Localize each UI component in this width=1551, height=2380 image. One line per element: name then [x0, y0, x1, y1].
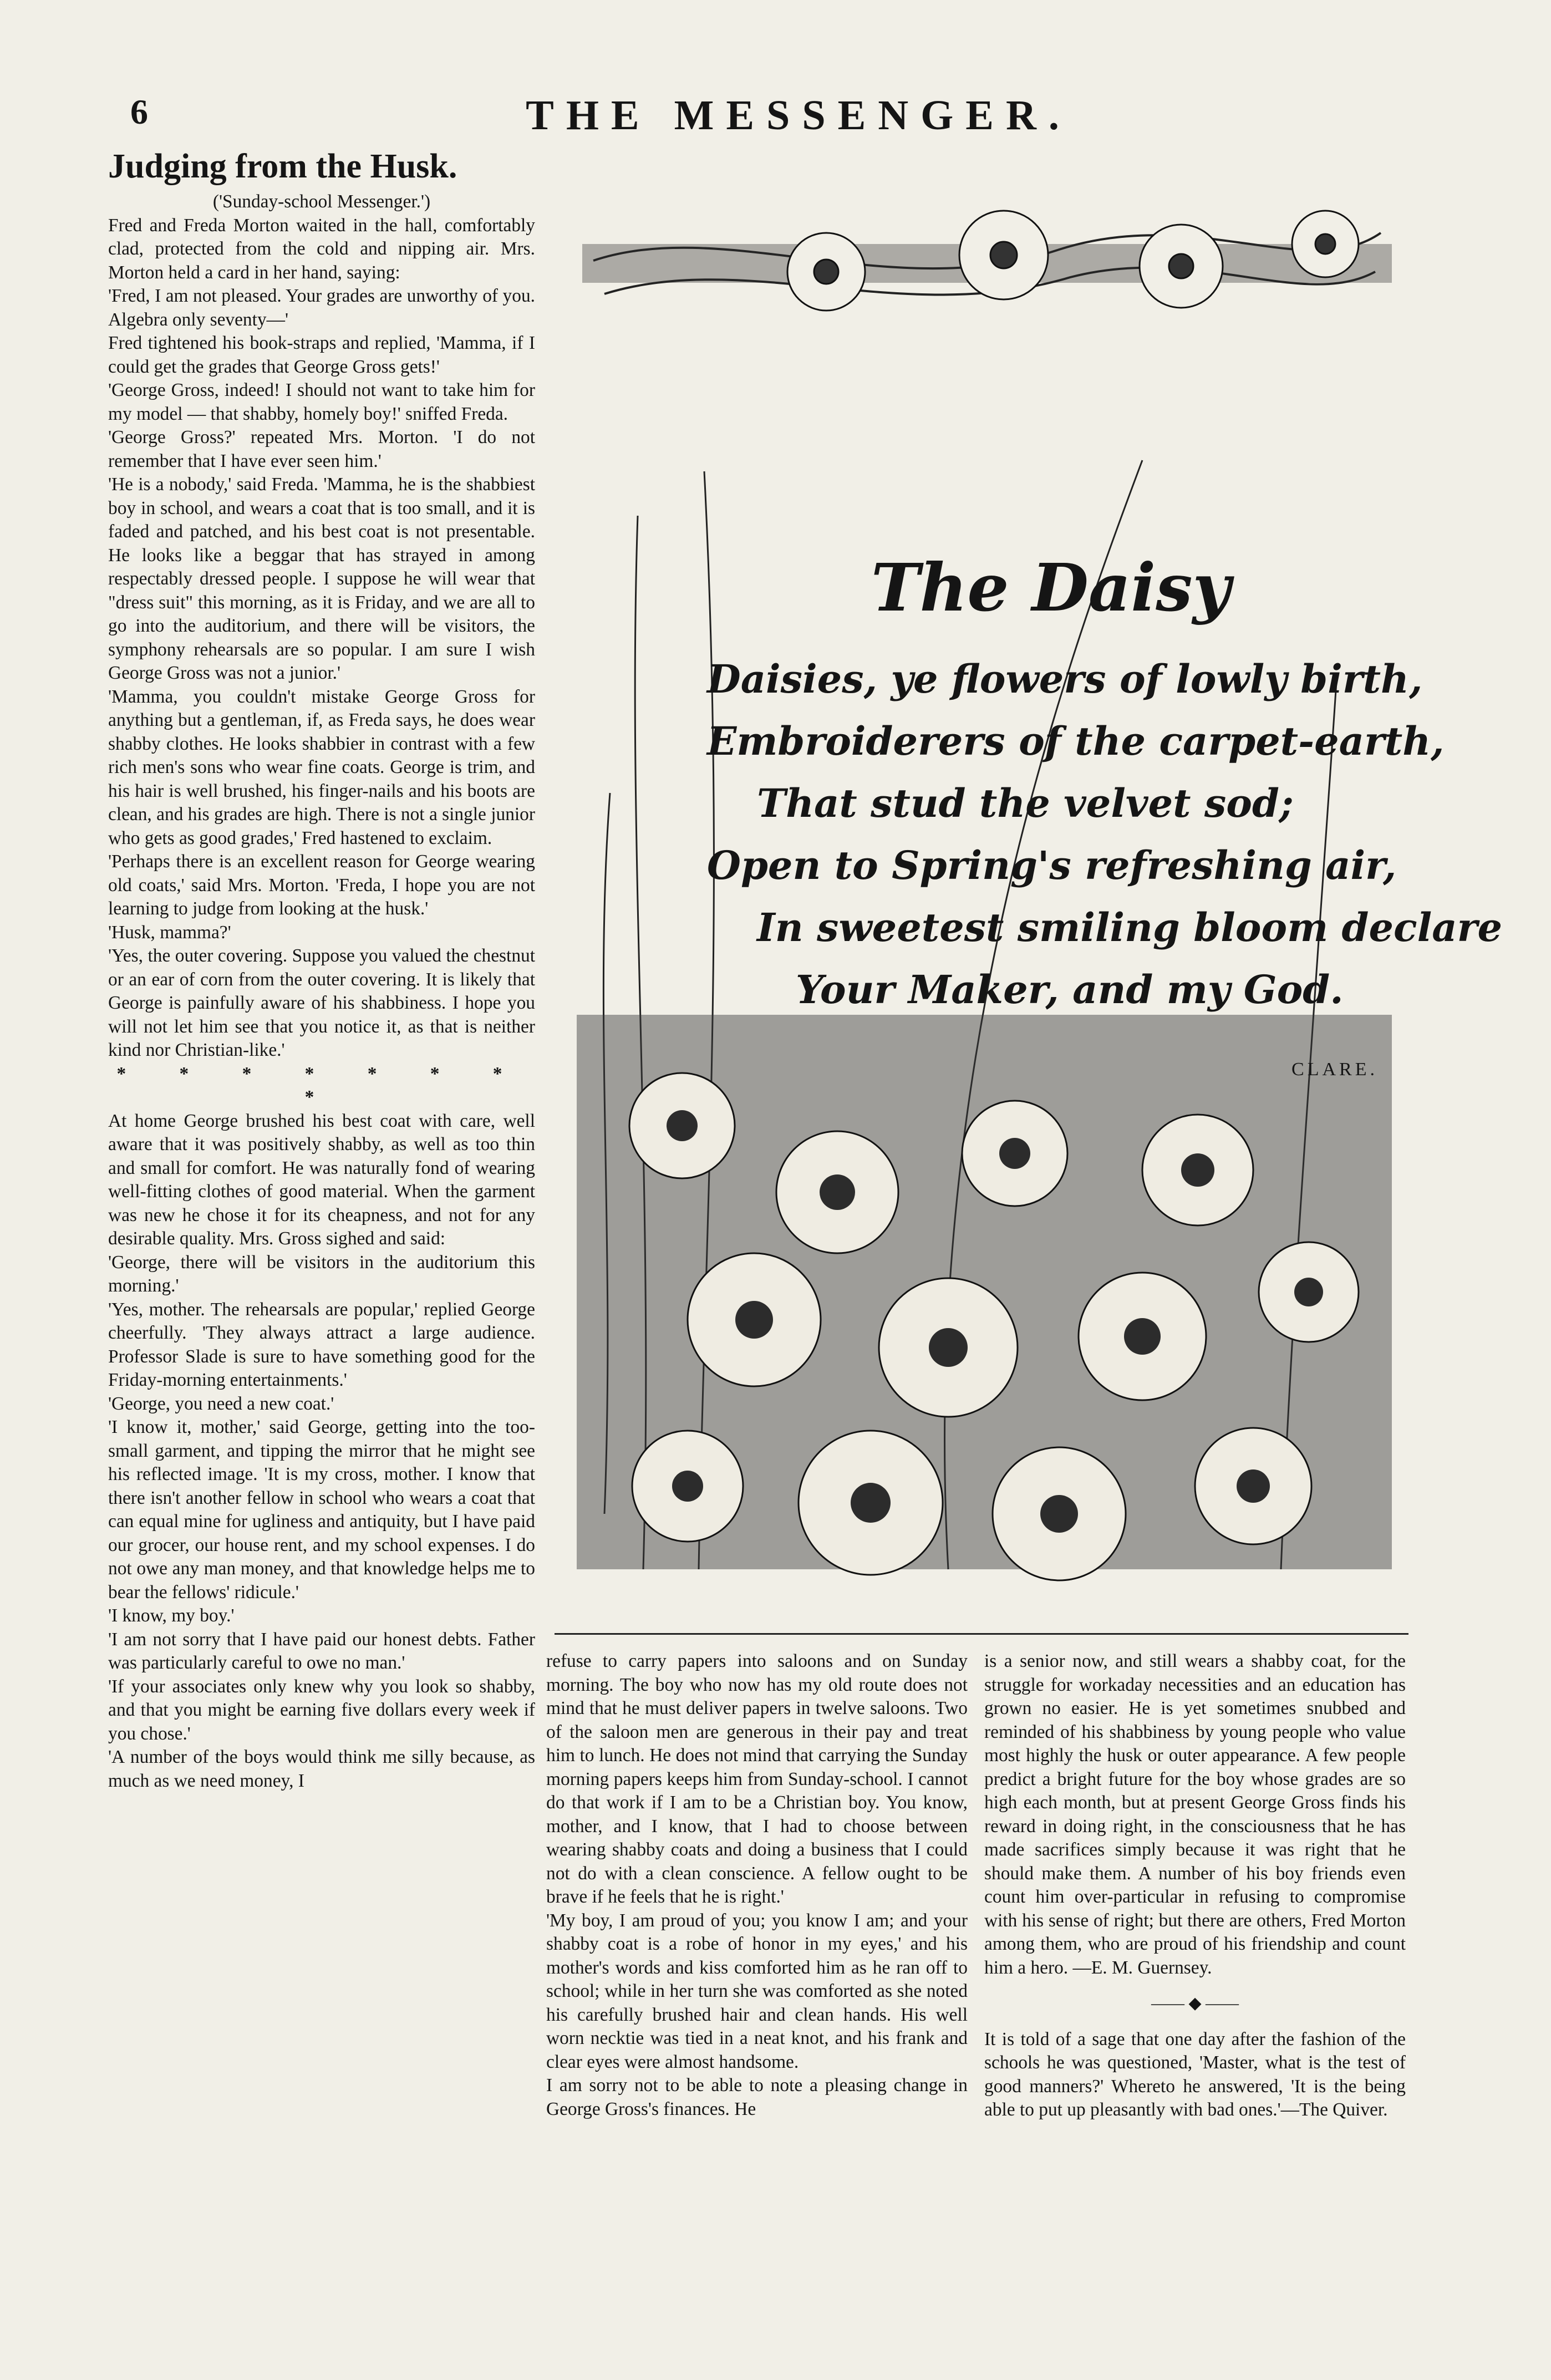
section-break-stars: * * * * * * * * — [116, 1063, 527, 1107]
paragraph: 'Yes, the outer covering. Suppose you valued the chestnut or an ear of corn from the outer covering. It is likely that George is painfully aware of his shabbiness. I hope you will not let him see that you notice it, as that is neither kind nor Christian-like.' — [108, 945, 535, 1060]
paragraph: At home George brushed his best coat with care, well aware that it was positively shabby, as well as too thin and small for comfort. He was naturally fond of wearing well-fitting clothes of good material. When the garment was new he chose it for its cheapness, and not for any desirable quality. Mrs. Gross sighed and said: — [108, 1110, 535, 1249]
paragraph: 'He is a nobody,' said Freda. 'Mamma, he is the shabbiest boy in school, and wears a coat that is too small, and it is faded and patched, and his best coat is not presentable. He looks like a beggar that has strayed in among respectably dressed people. I suppose he will wear that "dress suit" this morning, as it is Friday, and we are all to go into the auditorium, and there will be visitors, the symphony rehearsals are so popular. I am sure I wish George Gross was not a junior.' — [108, 474, 535, 683]
paragraph: 'If your associates only knew why you look so shabby, and that you might be earning five dollars every week if you chose.' — [108, 1676, 535, 1744]
paragraph: 'Fred, I am not pleased. Your grades are unworthy of you. Algebra only seventy—' — [108, 286, 535, 330]
article-column-2 — [546, 1650, 968, 2121]
paragraph: is a senior now, and still wears a shabby coat, for the struggle for workaday necessities and an education has grown no easier. He is yet sometimes snubbed and reminded of his shabbiness by young people who value most highly the husk or outer appearance. A few people predict a bright future for the boy whose grades are so high each month, but at present George Gross finds his reward in doing right, in the consciousness that he has made sacrifices simply because it was right that he should make them. A number of his boy friends even count him over-particular in refusing to compromise with his sense of right; but there are others, Fred Morton among them, who are proud of his friendship and count him a hero. —E. M. Guernsey. — [984, 1651, 1406, 1978]
paragraph: 'I know it, mother,' said George, getting into the too-small garment, and tipping the mirror that he might see his reflected image. 'It is my cross, mother. I know that there isn't another fellow in school who wears a coat that can equal mine for ugliness and antiquity, but I have paid our grocer, our house rent, and my school expenses. I do not owe any man money, and that knowledge helps me to bear the fellows' ridicule.' — [108, 1417, 535, 1603]
paragraph: refuse to carry papers into saloons and on Sunday morning. The boy who now has my old route does not mind that he must deliver papers in twelve saloons. Two of the saloon men are generous in their pay and treat him to lunch. He does not mind that carrying the Sunday morning papers keeps him from Sunday-school. I cannot do that work if I am to be a Christian boy. You know, mother, and I know, that I had to choose between wearing shabby coats and doing a business that I could not do with a clean conscience. A fellow ought to be brave if he feels that he is right.' — [546, 1651, 968, 1907]
paragraph: 'I am not sorry that I have paid our honest debts. Father was particularly careful to owe no man.' — [108, 1629, 535, 1673]
article-title: Judging from the Husk. — [108, 148, 457, 185]
article-source: ('Sunday-school Messenger.') — [212, 191, 431, 212]
paragraph: 'George Gross?' repeated Mrs. Morton. 'I do not remember that I have ever seen him.' — [108, 427, 535, 471]
paragraph: 'George, there will be visitors in the auditorium this morning.' — [108, 1252, 535, 1296]
paragraph: 'George Gross, indeed! I should not want to take him for my model — that shabby, homely boy!' sniffed Freda. — [108, 380, 535, 424]
page-number: 6 — [130, 92, 148, 131]
paragraph: Fred and Freda Morton waited in the hall, comfortably clad, protected from the cold and nipping air. Mrs. Morton held a card in her hand, saying: — [108, 215, 535, 283]
paragraph: 'A number of the boys would think me silly because, as much as we need money, I — [108, 1747, 535, 1791]
poem-line: In sweetest smiling bloom declare — [757, 904, 1503, 950]
sage-anecdote: It is told of a sage that one day after the fashion of the schools he was questioned, 'Master, what is the test of good manners?' Whereto he answered, 'It is the being able to put up pleasantly with bad ones.'—The Quiver. — [984, 2028, 1406, 2120]
poem-title: The Daisy — [871, 549, 1231, 626]
paragraph: I am sorry not to be able to note a pleasing change in George Gross's finances. He — [546, 2075, 968, 2119]
poem-author: CLARE. — [1291, 1059, 1378, 1080]
poem-line: Your Maker, and my God. — [796, 967, 1344, 1013]
poem-line: Open to Spring's refreshing air, — [707, 842, 1397, 888]
paragraph: 'Husk, mamma?' — [108, 922, 231, 943]
divider-rule — [555, 1633, 1408, 1635]
masthead — [100, 91, 1497, 147]
paper-title: THE MESSENGER. — [526, 92, 1071, 139]
article-column-3 — [984, 1650, 1406, 2122]
poem-line: Daisies, ye flowers of lowly birth, — [707, 656, 1423, 702]
poem-line: That stud the velvet sod; — [757, 780, 1294, 826]
article-column-1 — [108, 147, 535, 1793]
paragraph: 'Yes, mother. The rehearsals are popular,' replied George cheerfully. 'They always attract a large audience. Professor Slade is sure to have something good for the Friday-morning entertainments.' — [108, 1299, 535, 1390]
ornament-divider: —— ◆ —— — [1151, 1994, 1239, 2012]
paragraph: 'Mamma, you couldn't mistake George Gross for anything but a gentleman, if, as Freda says, he does wear shabby clothes. He looks shabbier in contrast with a few rich men's sons who wear fine coats. George is trim, and his hair is well brushed, his finger-nails and his boots are clean, and his grades are high. There is not a single junior who gets as good grades,' Fred hastened to exclaim. — [108, 686, 535, 848]
poem-line: Embroiderers of the carpet-earth, — [707, 718, 1445, 764]
paragraph: 'My boy, I am proud of you; you know I am; and your shabby coat is a robe of honor in my eyes,' and his mother's words and kiss comforted him as he ran off to school; while in her turn she was comforted as she noted his carefully brushed hair and clean hands. His well worn necktie was tied in a neat knot, and his frank and clear eyes were almost handsome. — [546, 1910, 968, 2072]
paragraph: 'Perhaps there is an excellent reason for George wearing old coats,' said Mrs. Morton. 'Freda, I hope you are not learning to judge from looking at the husk.' — [108, 851, 535, 919]
paragraph: 'George, you need a new coat.' — [108, 1393, 334, 1414]
poem — [707, 549, 1503, 1080]
paragraph: Fred tightened his book-straps and replied, 'Mamma, if I could get the grades that George Gross gets!' — [108, 333, 535, 377]
paragraph: 'I know, my boy.' — [108, 1605, 235, 1626]
